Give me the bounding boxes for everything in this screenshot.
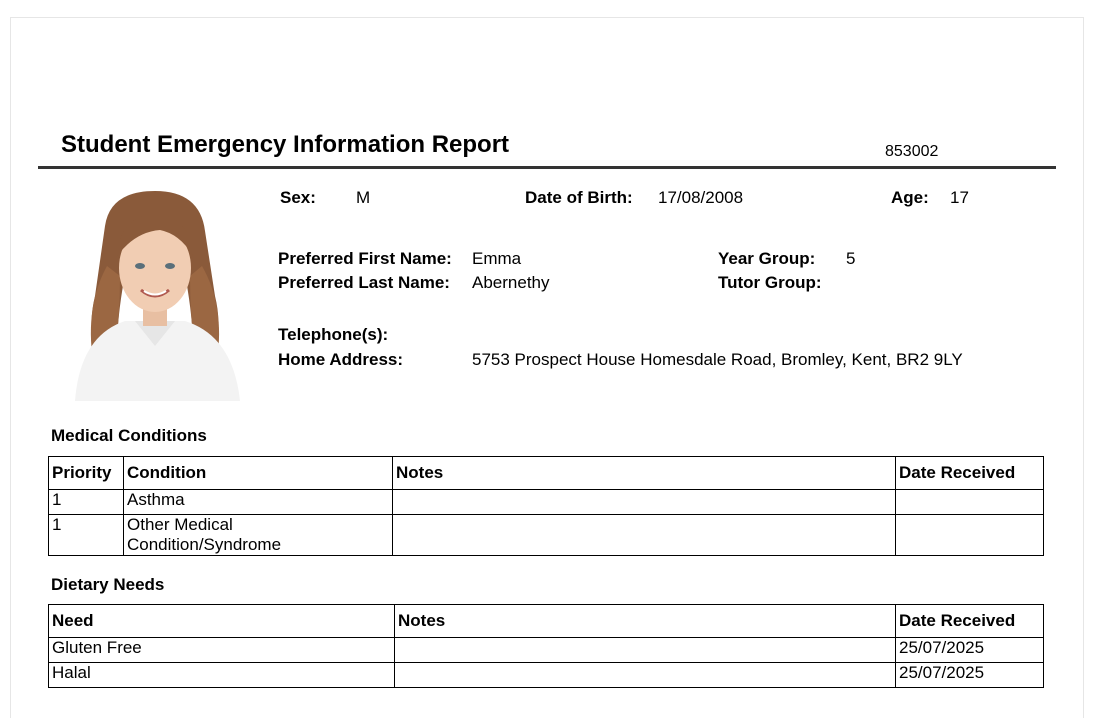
column-header-need: Need — [49, 605, 395, 638]
dob-label: Date of Birth: — [525, 188, 633, 207]
report-title: Student Emergency Information Report — [61, 131, 510, 158]
preferred-first-name-label: Preferred First Name: — [278, 249, 452, 268]
preferred-last-name-label: Preferred Last Name: — [278, 273, 450, 292]
priority-cell: 1 — [49, 515, 124, 556]
priority-cell: 1 — [49, 490, 124, 515]
telephone-label: Telephone(s): — [278, 325, 389, 344]
age-value: 17 — [950, 188, 969, 207]
dob-value: 17/08/2008 — [658, 188, 744, 207]
sex-value: M — [356, 188, 371, 207]
home-address-label: Home Address: — [278, 350, 404, 369]
column-header-notes: Notes — [395, 605, 896, 638]
table-header-row — [49, 605, 1044, 638]
medical-conditions-heading: Medical Conditions — [51, 426, 207, 445]
column-header-date-received: Date Received — [896, 457, 1044, 490]
notes-cell — [395, 663, 896, 688]
condition-cell: Other Medical Condition/Syndrome — [124, 515, 393, 556]
date-received-cell — [896, 490, 1044, 515]
column-header-date-received: Date Received — [896, 605, 1044, 638]
preferred-last-name-value: Abernethy — [472, 273, 550, 292]
notes-cell — [393, 515, 896, 556]
student-photo — [65, 186, 244, 401]
notes-cell — [395, 638, 896, 663]
year-group-value: 5 — [846, 249, 856, 268]
table-header-row — [49, 457, 1044, 490]
date-received-cell — [896, 515, 1044, 556]
table-row — [49, 663, 1044, 688]
dietary-needs-table — [48, 604, 1044, 688]
student-reference-number: 853002 — [885, 143, 939, 160]
need-cell: Halal — [49, 663, 395, 688]
medical-conditions-table — [48, 456, 1044, 556]
column-header-notes: Notes — [393, 457, 896, 490]
condition-cell: Asthma — [124, 490, 393, 515]
preferred-first-name-value: Emma — [472, 249, 522, 268]
age-label: Age: — [891, 188, 929, 207]
need-cell: Gluten Free — [49, 638, 395, 663]
year-group-label: Year Group: — [718, 249, 816, 268]
table-row — [49, 515, 1044, 556]
tutor-group-label: Tutor Group: — [718, 273, 822, 292]
table-row — [49, 638, 1044, 663]
date-received-cell: 25/07/2025 — [896, 663, 1044, 688]
column-header-priority: Priority — [49, 457, 124, 490]
notes-cell — [393, 490, 896, 515]
sex-label: Sex: — [280, 188, 316, 207]
home-address-value: 5753 Prospect House Homesdale Road, Bromley, Kent, BR2 9LY — [472, 350, 963, 369]
title-divider — [38, 166, 1056, 169]
dietary-needs-heading: Dietary Needs — [51, 575, 165, 594]
table-row — [49, 490, 1044, 515]
column-header-condition: Condition — [124, 457, 393, 490]
date-received-cell: 25/07/2025 — [896, 638, 1044, 663]
